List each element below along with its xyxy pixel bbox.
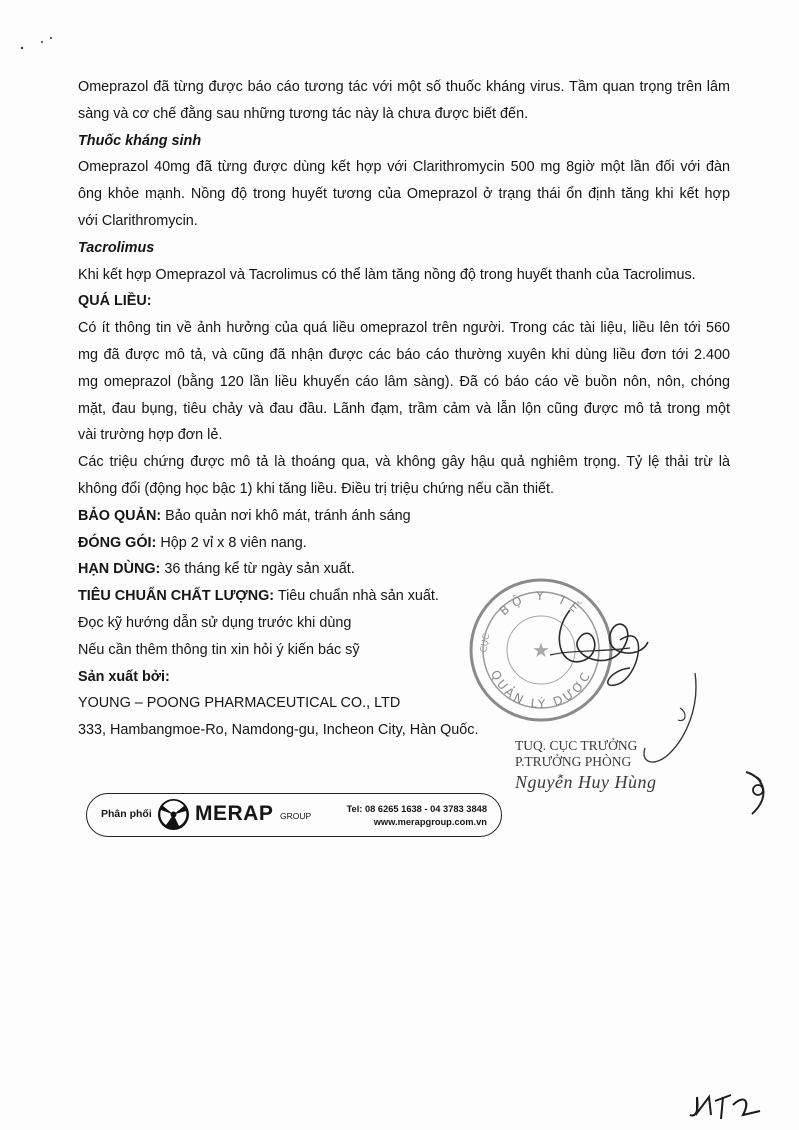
field-value: 36 tháng kể từ ngày sản xuất. (160, 561, 355, 578)
telephone: Tel: 08 6265 1638 - 04 3783 3848 (346, 804, 487, 814)
field-label: HẠN DÙNG: (78, 561, 161, 578)
body-text-line: Omeprazol 40mg đã từng được dùng kết hợp với Clarithromycin 500 mg 8giờ một lần đối với đàn (78, 159, 730, 176)
body-text-line: Khi kết hợp Omeprazol và Tacrolimus có thể làm tăng nồng độ trong huyết thanh của Tacrolimus. (78, 266, 696, 283)
body-text-line: mg đã được mô tả, và cũng đã nhận được các báo cáo thường xuyên khi dùng liều đơn tới 2.400 (78, 346, 730, 363)
body-text-line: vài trường hợp đơn lẻ. (78, 427, 223, 444)
field-label: ĐÓNG GÓI: (78, 534, 157, 551)
body-text-line: Nếu cần thêm thông tin xin hỏi ý kiến bác sỹ (78, 641, 360, 658)
body-text-line: sàng và cơ chế đằng sau những tương tác này là chưa được biết đến. (78, 105, 529, 122)
section-heading: QUÁ LIỀU: (78, 293, 152, 310)
field-value: Hộp 2 vỉ x 8 viên nang. (156, 534, 307, 551)
info-field (78, 530, 730, 557)
merap-logo-icon (157, 798, 190, 831)
info-field (78, 503, 730, 530)
section-subheading: Tacrolimus (78, 239, 155, 256)
body-text-line: không đổi (động học bậc 1) khi tăng liều. Điều trị triệu chứng nếu cần thiết. (78, 480, 555, 497)
body-text-line: Omeprazol đã từng được báo cáo tương tác với một số thuốc kháng virus. Tầm quan trọng trên lâm (78, 79, 730, 95)
section-heading: Sản xuất bởi: (78, 668, 170, 685)
body-text-line: mg omeprazol (bằng 120 lần liều khuyến cáo lâm sàng). Đã có báo cáo về buồn nôn, nôn, chóng (78, 373, 730, 390)
body-text-line: Có ít thông tin về ảnh hưởng của quá liều omeprazol trên người. Trong các tài liệu, liều lên tới 560 (78, 320, 730, 337)
field-value: Bảo quản nơi khô mát, tránh ánh sáng (161, 507, 411, 524)
body-text-line: mặt, đau bụng, tiêu chảy và đau đầu. Lãnh đạm, trầm cảm và lẫn lộn cũng được mô tả trong một (78, 400, 730, 417)
distributor-label: Phân phối (101, 808, 152, 820)
field-label: TIÊU CHUẨN CHẤT LƯỢNG: (78, 588, 275, 605)
official-signature-block (515, 738, 656, 790)
scan-speck-marks (18, 32, 58, 52)
body-text-line: ông khỏe mạnh. Nồng độ trong huyết tương của Omeprazol ở trạng thái ổn định tăng khi kết hợp (78, 186, 730, 203)
stamp-left-text: CỤC (479, 632, 493, 654)
website: www.merapgroup.com.vn (373, 816, 487, 827)
section-subheading: Thuốc kháng sinh (78, 132, 202, 149)
stamp-bottom-text: QUẢN LÝ DƯỢC (487, 667, 594, 712)
distributor-footer (86, 793, 502, 837)
body-text-line: Đọc kỹ hướng dẫn sử dụng trước khi dùng (78, 614, 352, 631)
body-text-line: YOUNG – POONG PHARMACEUTICAL CO., LTD (78, 695, 401, 712)
stamp-top-text: BỘ Y TẾ (496, 588, 586, 619)
body-text-line: Các triệu chứng được mô tả là thoáng qua, và không gây hậu quả nghiêm trọng. Tỷ lệ thải trừ là (78, 454, 730, 471)
field-value: Tiêu chuẩn nhà sản xuất. (274, 588, 439, 605)
official-title-line-1: TUQ. CỤC TRƯỞNG (515, 738, 638, 753)
contact-info (347, 803, 487, 828)
official-name: Nguyễn Huy Hùng (515, 772, 657, 792)
official-title-line-2: P.TRƯỞNG PHÒNG (515, 754, 632, 769)
brand-name (195, 802, 273, 826)
brand-text: MERAP (195, 802, 274, 825)
field-label: BẢO QUẢN: (78, 507, 162, 524)
info-field (78, 556, 730, 583)
body-text-line: với Clarithromycin. (78, 212, 198, 229)
handwritten-note (685, 1085, 770, 1125)
body-text-line: 333, Hambangmoe-Ro, Namdong-gu, Incheon City, Hàn Quốc. (78, 722, 479, 739)
brand-suffix: GROUP (280, 811, 312, 821)
margin-stamp-mark (740, 768, 774, 818)
stamp-center-star: ★ (532, 638, 550, 662)
